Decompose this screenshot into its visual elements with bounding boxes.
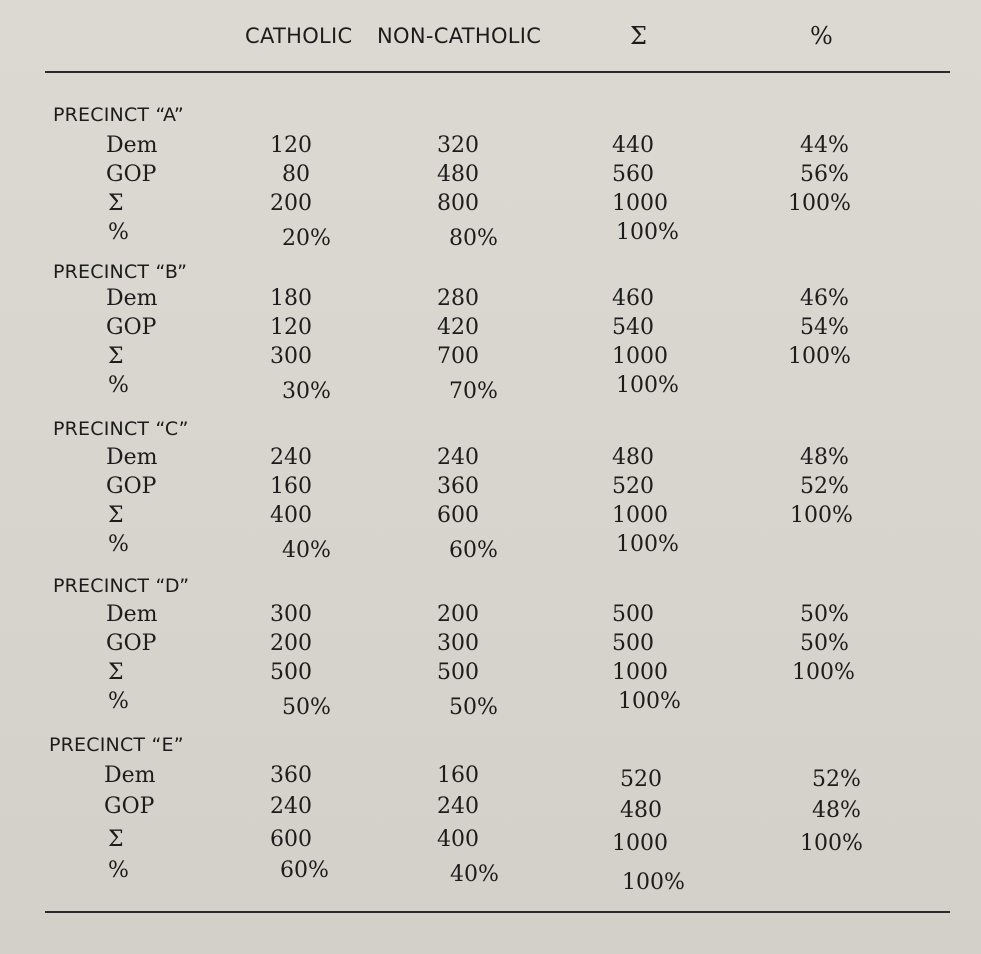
cell-catholic: 30% [282, 379, 331, 404]
row-label: Σ [108, 344, 124, 369]
precinct-title: PRECINCT “E” [49, 734, 184, 756]
cell-non-catholic: 200 [437, 602, 479, 627]
cell-percent: 50% [800, 631, 849, 656]
row-label: Dem [106, 602, 158, 627]
bottom-rule [45, 911, 950, 913]
cell-catholic: 60% [280, 858, 329, 883]
cell-non-catholic: 500 [437, 660, 479, 685]
row-label: GOP [106, 631, 157, 656]
cell-non-catholic: 800 [437, 191, 479, 216]
cell-catholic: 20% [282, 226, 331, 251]
cell-sum: 100% [616, 220, 679, 245]
table-row-dem [0, 763, 981, 793]
row-label: Σ [108, 503, 124, 528]
cell-sum: 100% [618, 689, 681, 714]
table-row-sum [0, 827, 981, 857]
cell-percent: 100% [792, 660, 855, 685]
table-row-sum [0, 344, 981, 374]
cell-sum: 520 [612, 474, 654, 499]
cell-non-catholic: 280 [437, 286, 479, 311]
cell-sum: 560 [612, 162, 654, 187]
table-row-percent [0, 858, 981, 895]
cell-percent: 52% [812, 767, 861, 792]
cell-non-catholic: 40% [450, 862, 499, 887]
table-row-dem [0, 133, 981, 163]
cell-non-catholic: 700 [437, 344, 479, 369]
table-row-gop [0, 631, 981, 661]
table-row-sum [0, 660, 981, 690]
cell-catholic: 600 [270, 827, 312, 852]
cell-percent: 46% [800, 286, 849, 311]
row-label: Σ [108, 660, 124, 685]
precinct-title: PRECINCT “D” [53, 575, 190, 597]
cell-non-catholic: 240 [437, 445, 479, 470]
table-row-dem [0, 286, 981, 316]
cell-catholic: 360 [270, 763, 312, 788]
cell-non-catholic: 400 [437, 827, 479, 852]
precinct-title: PRECINCT “B” [53, 261, 188, 283]
header-percent: % [810, 22, 834, 50]
precinct-b [0, 261, 981, 421]
cell-non-catholic: 480 [437, 162, 479, 187]
cell-catholic: 300 [270, 602, 312, 627]
header-non-catholic: NON-CATHOLIC [377, 24, 542, 48]
cell-catholic: 200 [270, 631, 312, 656]
row-label: Dem [104, 763, 156, 788]
cell-catholic: 80 [282, 162, 310, 187]
cell-percent: 56% [800, 162, 849, 187]
row-label: % [108, 373, 129, 398]
cell-catholic: 50% [282, 695, 331, 720]
row-label: % [108, 689, 129, 714]
precinct-a [0, 104, 981, 264]
table-row-percent [0, 373, 981, 403]
cell-catholic: 400 [270, 503, 312, 528]
cell-sum: 1000 [612, 503, 668, 528]
cell-percent: 100% [788, 344, 851, 369]
cell-non-catholic: 320 [437, 133, 479, 158]
header-sum: Σ [630, 22, 648, 50]
table-row-percent [0, 689, 981, 719]
row-label: % [108, 858, 129, 883]
cell-sum: 520 [620, 767, 662, 792]
row-label: % [108, 532, 129, 557]
cell-catholic: 40% [282, 538, 331, 563]
cell-percent: 50% [800, 602, 849, 627]
cell-sum: 1000 [612, 660, 668, 685]
cell-sum: 440 [612, 133, 654, 158]
top-rule [45, 71, 950, 73]
cell-sum: 480 [620, 798, 662, 823]
table-row-gop [0, 162, 981, 192]
cell-sum: 460 [612, 286, 654, 311]
cell-catholic: 200 [270, 191, 312, 216]
table-row-percent [0, 532, 981, 562]
row-label: GOP [106, 162, 157, 187]
cell-sum: 1000 [612, 831, 668, 856]
table-row-gop [0, 315, 981, 345]
header-catholic: CATHOLIC [245, 24, 353, 48]
row-label: Σ [108, 827, 124, 852]
cell-percent: 100% [788, 191, 851, 216]
cell-catholic: 180 [270, 286, 312, 311]
cell-sum: 500 [612, 602, 654, 627]
table-row-sum [0, 503, 981, 533]
cell-non-catholic: 420 [437, 315, 479, 340]
cell-catholic: 500 [270, 660, 312, 685]
cell-non-catholic: 600 [437, 503, 479, 528]
table-row-sum [0, 191, 981, 221]
row-label: Dem [106, 445, 158, 470]
cell-catholic: 240 [270, 445, 312, 470]
cell-sum: 500 [612, 631, 654, 656]
cell-sum: 1000 [612, 191, 668, 216]
cell-percent: 54% [800, 315, 849, 340]
cell-catholic: 240 [270, 794, 312, 819]
table-row-percent [0, 220, 981, 250]
cell-sum: 100% [616, 532, 679, 557]
cell-non-catholic: 160 [437, 763, 479, 788]
cell-sum: 1000 [612, 344, 668, 369]
cell-catholic: 120 [270, 133, 312, 158]
cell-percent: 52% [800, 474, 849, 499]
cell-sum: 480 [612, 445, 654, 470]
cell-non-catholic: 360 [437, 474, 479, 499]
cell-non-catholic: 50% [449, 695, 498, 720]
table-row-dem [0, 602, 981, 632]
precinct-title: PRECINCT “C” [53, 418, 189, 440]
row-label: GOP [106, 315, 157, 340]
cell-percent: 48% [800, 445, 849, 470]
cell-percent: 100% [790, 503, 853, 528]
cell-catholic: 160 [270, 474, 312, 499]
row-label: % [108, 220, 129, 245]
table-row-gop [0, 794, 981, 824]
table-row-gop [0, 474, 981, 504]
cell-non-catholic: 240 [437, 794, 479, 819]
table-header [0, 22, 981, 58]
row-label: Dem [106, 133, 158, 158]
row-label: Dem [106, 286, 158, 311]
table-row-dem [0, 445, 981, 475]
row-label: GOP [106, 474, 157, 499]
precinct-d [0, 575, 981, 735]
cell-sum: 540 [612, 315, 654, 340]
cell-catholic: 300 [270, 344, 312, 369]
cell-percent: 44% [800, 133, 849, 158]
precinct-c [0, 418, 981, 578]
cell-non-catholic: 60% [449, 538, 498, 563]
precinct-e [0, 734, 981, 894]
cell-percent: 100% [800, 831, 863, 856]
cell-catholic: 120 [270, 315, 312, 340]
cell-sum: 100% [616, 373, 679, 398]
precinct-title: PRECINCT “A” [53, 104, 184, 126]
cell-non-catholic: 300 [437, 631, 479, 656]
row-label: Σ [108, 191, 124, 216]
cell-percent: 48% [812, 798, 861, 823]
cell-sum: 100% [622, 870, 685, 895]
cell-non-catholic: 70% [449, 379, 498, 404]
row-label: GOP [104, 794, 155, 819]
cell-non-catholic: 80% [449, 226, 498, 251]
